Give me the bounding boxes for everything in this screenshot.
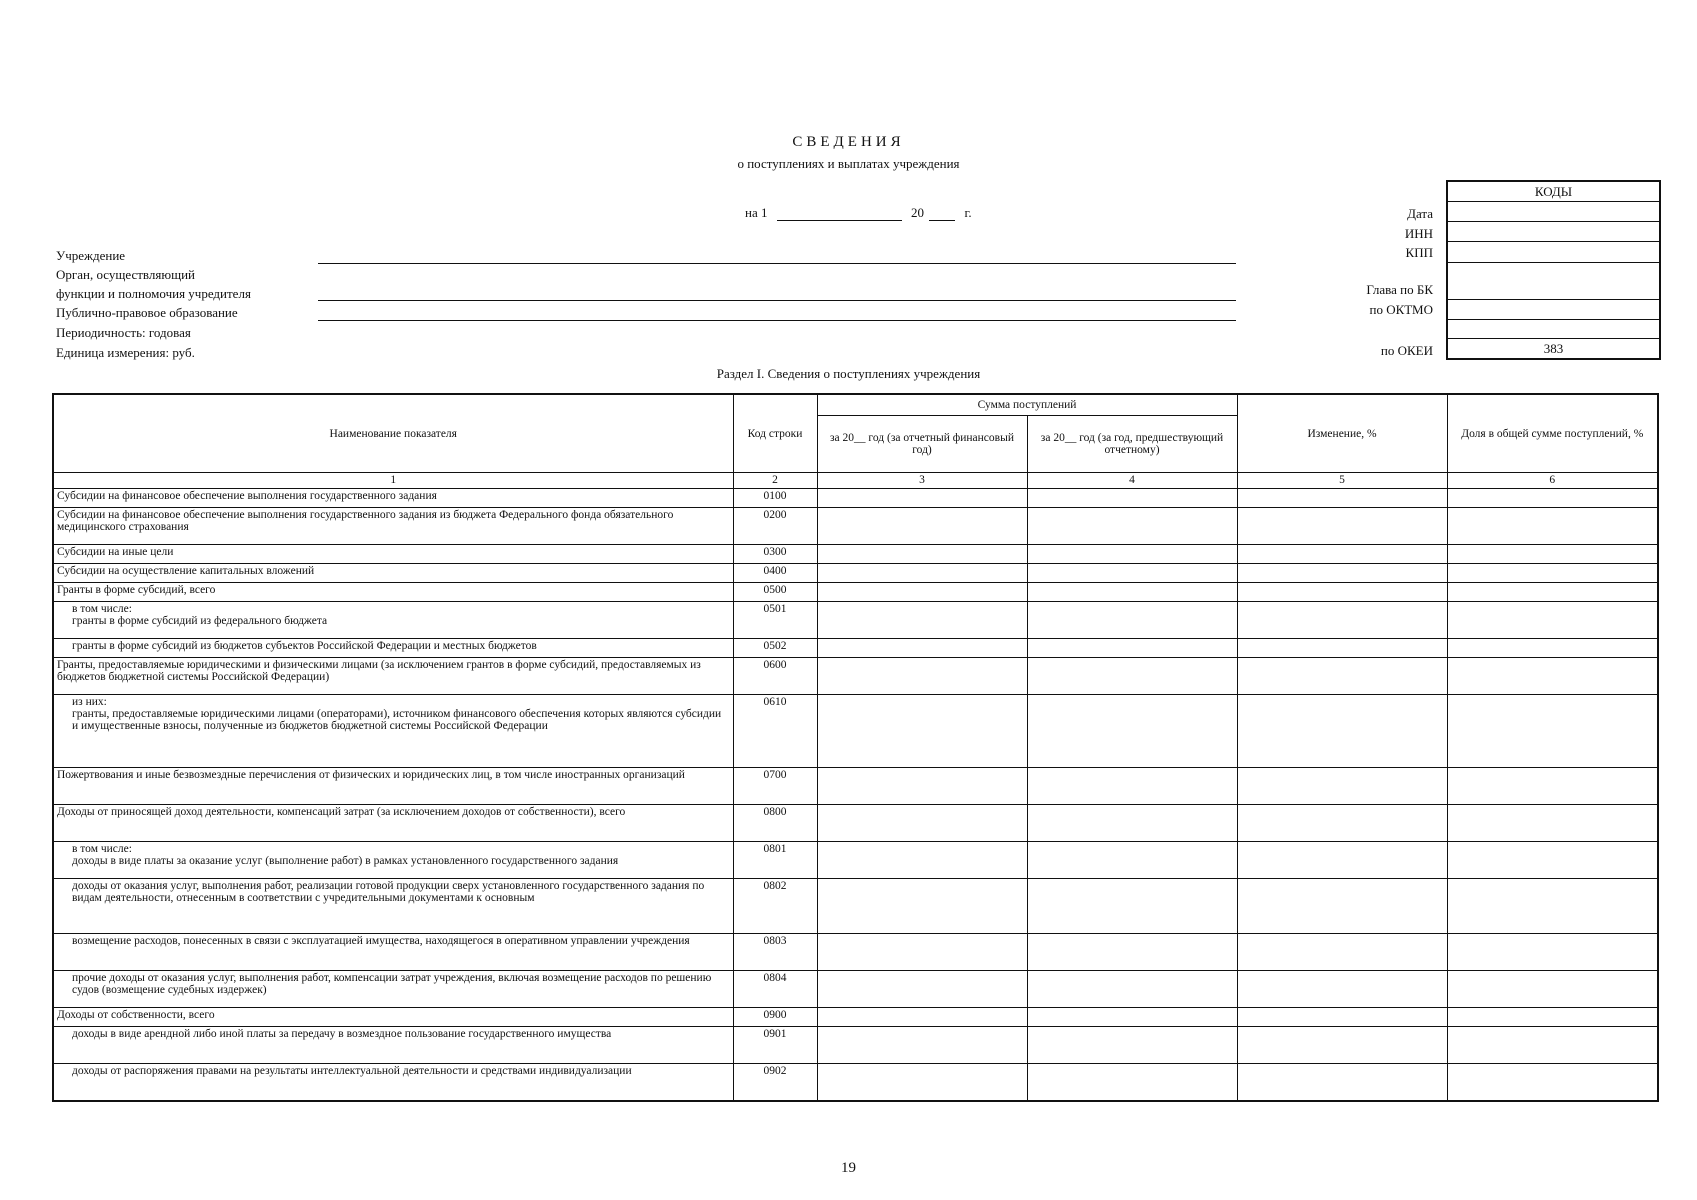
table-header-row [53, 394, 1658, 416]
table-row [53, 695, 1658, 768]
row-code: 0300 [733, 545, 817, 564]
receipts-table [52, 393, 1659, 1102]
prev-year-value-cell[interactable] [1027, 768, 1237, 805]
share-percent-cell[interactable] [1447, 695, 1658, 768]
col-change-header: Изменение, % [1237, 394, 1447, 473]
col-prev-year-header: за 20__ год (за год, предшествующий отчетному) [1027, 416, 1237, 473]
prev-year-value-cell[interactable] [1027, 508, 1237, 545]
prev-year-value-cell[interactable] [1027, 971, 1237, 1008]
current-year-value-cell[interactable] [817, 805, 1027, 842]
code-okei-cell: 383 [1448, 338, 1659, 358]
row-code: 0600 [733, 658, 817, 695]
share-percent-cell[interactable] [1447, 805, 1658, 842]
change-percent-cell[interactable] [1237, 934, 1447, 971]
prev-year-value-cell[interactable] [1027, 1027, 1237, 1064]
share-percent-cell[interactable] [1447, 508, 1658, 545]
col-sum-header: Сумма поступлений [817, 394, 1237, 416]
prev-year-value-cell[interactable] [1027, 658, 1237, 695]
table-row [53, 768, 1658, 805]
table-body [53, 489, 1658, 1102]
table-row [53, 545, 1658, 564]
organ-fill-line[interactable] [318, 300, 1236, 301]
prev-year-value-cell[interactable] [1027, 879, 1237, 934]
table-row [53, 489, 1658, 508]
row-indicator-name: Гранты, предоставляемые юридическими и физическими лицами (за исключением грантов в форме субсидий, предоставляемых из бюджетов бюджетной системы Российской Федерации) [53, 658, 733, 695]
prev-year-value-cell[interactable] [1027, 639, 1237, 658]
share-percent-cell[interactable] [1447, 879, 1658, 934]
row-code: 0200 [733, 508, 817, 545]
change-percent-cell[interactable] [1237, 564, 1447, 583]
code-kpp-cell[interactable] [1448, 241, 1659, 262]
current-year-value-cell[interactable] [817, 489, 1027, 508]
row-code: 0804 [733, 971, 817, 1008]
share-percent-cell[interactable] [1447, 639, 1658, 658]
row-code: 0700 [733, 768, 817, 805]
row-code: 0901 [733, 1027, 817, 1064]
row-indicator-name: в том числе: гранты в форме субсидий из федерального бюджета [53, 602, 733, 639]
column-numbers-row [53, 473, 1658, 489]
row-indicator-name: из них: гранты, предоставляемые юридическими лицами (операторами), источником финансового обеспечения которых являются субсидии и имущественные взносы, полученные из бюджетов бюджетной системы Российской Федерации [53, 695, 733, 768]
col-number: 1 [53, 473, 733, 489]
code-inn-cell[interactable] [1448, 221, 1659, 241]
prev-year-value-cell[interactable] [1027, 545, 1237, 564]
table-row [53, 1064, 1658, 1102]
col-name-header: Наименование показателя [53, 394, 733, 473]
prev-year-value-cell[interactable] [1027, 1064, 1237, 1102]
row-indicator-name: доходы от распоряжения правами на результаты интеллектуальной деятельности и средствами индивидуализации [53, 1064, 733, 1102]
current-year-value-cell[interactable] [817, 934, 1027, 971]
prev-year-value-cell[interactable] [1027, 805, 1237, 842]
prev-year-value-cell[interactable] [1027, 842, 1237, 879]
institution-label: Учреждение [56, 248, 126, 263]
row-code: 0902 [733, 1064, 817, 1102]
oktmo-code-label: по ОКТМО [1369, 302, 1433, 317]
document-title: СВЕДЕНИЯ [792, 134, 905, 150]
current-year-value-cell[interactable] [817, 842, 1027, 879]
row-indicator-name: в том числе: доходы в виде платы за оказание услуг (выполнение работ) в рамках установленного государственного задания [53, 842, 733, 879]
document-subtitle: о поступлениях и выплатах учреждения [737, 156, 960, 171]
current-year-value-cell[interactable] [817, 1027, 1027, 1064]
share-percent-cell[interactable] [1447, 602, 1658, 639]
prev-year-value-cell[interactable] [1027, 1008, 1237, 1027]
share-percent-cell[interactable] [1447, 564, 1658, 583]
current-year-value-cell[interactable] [817, 602, 1027, 639]
row-code: 0400 [733, 564, 817, 583]
col-share-header: Доля в общей сумме поступлений, % [1447, 394, 1658, 473]
row-indicator-name: Доходы от собственности, всего [53, 1008, 733, 1027]
share-percent-cell[interactable] [1447, 1027, 1658, 1064]
organ-label-line1: Орган, осуществляющий [56, 267, 195, 282]
section-title: Раздел I. Сведения о поступлениях учреждения [716, 366, 981, 381]
col-number: 4 [1027, 473, 1237, 489]
change-percent-cell[interactable] [1237, 1027, 1447, 1064]
prev-year-value-cell[interactable] [1027, 695, 1237, 768]
current-year-value-cell[interactable] [817, 971, 1027, 1008]
page-number: 19 [841, 1160, 856, 1176]
codes-box [1446, 180, 1661, 360]
code-date-cell[interactable] [1448, 201, 1659, 221]
row-indicator-name: Гранты в форме субсидий, всего [53, 583, 733, 602]
okei-code-label: по ОКЕИ [1380, 343, 1433, 358]
change-percent-cell[interactable] [1237, 545, 1447, 564]
row-indicator-name: Субсидии на финансовое обеспечение выполнения государственного задания [53, 489, 733, 508]
code-oktmo-cell[interactable] [1448, 299, 1659, 319]
table-row [53, 934, 1658, 971]
prev-year-value-cell[interactable] [1027, 489, 1237, 508]
code-empty-cell[interactable] [1448, 319, 1659, 338]
row-code: 0800 [733, 805, 817, 842]
share-percent-cell[interactable] [1447, 768, 1658, 805]
change-percent-cell[interactable] [1237, 879, 1447, 934]
change-percent-cell[interactable] [1237, 508, 1447, 545]
row-indicator-name: Субсидии на финансовое обеспечение выполнения государственного задания из бюджета Федерального фонда обязательного медицинского страхования [53, 508, 733, 545]
table-row [53, 564, 1658, 583]
current-year-value-cell[interactable] [817, 768, 1027, 805]
row-indicator-name: доходы в виде арендной либо иной платы за передачу в возмездное пользование государственного имущества [53, 1027, 733, 1064]
row-indicator-name: Доходы от приносящей доход деятельности, компенсаций затрат (за исключением доходов от собственности), всего [53, 805, 733, 842]
col-current-year-header: за 20__ год (за отчетный финансовый год) [817, 416, 1027, 473]
row-code: 0502 [733, 639, 817, 658]
share-percent-cell[interactable] [1447, 1064, 1658, 1102]
row-code: 0803 [733, 934, 817, 971]
date-blank-field[interactable] [777, 206, 902, 221]
col-number: 2 [733, 473, 817, 489]
prev-year-value-cell[interactable] [1027, 934, 1237, 971]
current-year-value-cell[interactable] [817, 508, 1027, 545]
table-row [53, 1027, 1658, 1064]
col-number: 3 [817, 473, 1027, 489]
year-blank-field[interactable] [929, 206, 955, 221]
public-entity-label: Публично-правовое образование [56, 305, 238, 320]
current-year-value-cell[interactable] [817, 1064, 1027, 1102]
share-percent-cell[interactable] [1447, 545, 1658, 564]
current-year-value-cell[interactable] [817, 695, 1027, 768]
row-indicator-name: возмещение расходов, понесенных в связи с эксплуатацией имущества, находящегося в оперативном управлении учреждения [53, 934, 733, 971]
table-row [53, 658, 1658, 695]
date-prefix: на 1 [745, 205, 768, 220]
change-percent-cell[interactable] [1237, 971, 1447, 1008]
change-percent-cell[interactable] [1237, 639, 1447, 658]
kpp-code-label: КПП [1405, 245, 1433, 260]
prev-year-value-cell[interactable] [1027, 602, 1237, 639]
table-row [53, 583, 1658, 602]
row-indicator-name: Субсидии на осуществление капитальных вложений [53, 564, 733, 583]
change-percent-cell[interactable] [1237, 1064, 1447, 1102]
glava-code-label: Глава по БК [1366, 282, 1433, 297]
change-percent-cell[interactable] [1237, 658, 1447, 695]
table-row [53, 842, 1658, 879]
row-indicator-name: Субсидии на иные цели [53, 545, 733, 564]
prev-year-value-cell[interactable] [1027, 583, 1237, 602]
table-row [53, 1008, 1658, 1027]
row-indicator-name: гранты в форме субсидий из бюджетов субъектов Российской Федерации и местных бюджетов [53, 639, 733, 658]
share-percent-cell[interactable] [1447, 583, 1658, 602]
periodicity-label: Периодичность: годовая [56, 325, 191, 340]
row-code: 0900 [733, 1008, 817, 1027]
col-code-header: Код строки [733, 394, 817, 473]
row-code: 0801 [733, 842, 817, 879]
row-code: 0501 [733, 602, 817, 639]
col-number: 6 [1447, 473, 1658, 489]
table-row [53, 639, 1658, 658]
organ-label-line2: функции и полномочия учредителя [56, 286, 251, 301]
change-percent-cell[interactable] [1237, 805, 1447, 842]
row-code: 0802 [733, 879, 817, 934]
current-year-value-cell[interactable] [817, 639, 1027, 658]
share-percent-cell[interactable] [1447, 1008, 1658, 1027]
code-glava-cell[interactable] [1448, 262, 1659, 299]
row-indicator-name: прочие доходы от оказания услуг, выполнения работ, компенсации затрат учреждения, включая возмещение расходов по решению судов (возмещение судебных издержек) [53, 971, 733, 1008]
public-entity-fill-line[interactable] [318, 320, 1236, 321]
share-percent-cell[interactable] [1447, 658, 1658, 695]
row-indicator-name: Пожертвования и иные безвозмездные перечисления от физических и юридических лиц, в том числе иностранных организаций [53, 768, 733, 805]
row-code: 0100 [733, 489, 817, 508]
table-row [53, 971, 1658, 1008]
change-percent-cell[interactable] [1237, 695, 1447, 768]
unit-label: Единица измерения: руб. [56, 345, 195, 360]
change-percent-cell[interactable] [1237, 489, 1447, 508]
table-row [53, 805, 1658, 842]
row-indicator-name: доходы от оказания услуг, выполнения работ, реализации готовой продукции сверх установленного государственного задания по видам деятельности, отнесенным в соответствии с учредительными документами к основным [53, 879, 733, 934]
report-date-line [745, 205, 972, 221]
change-percent-cell[interactable] [1237, 583, 1447, 602]
share-percent-cell[interactable] [1447, 489, 1658, 508]
current-year-value-cell[interactable] [817, 583, 1027, 602]
table-row [53, 879, 1658, 934]
date-code-label: Дата [1407, 206, 1433, 221]
change-percent-cell[interactable] [1237, 768, 1447, 805]
inn-code-label: ИНН [1404, 226, 1433, 241]
change-percent-cell[interactable] [1237, 1008, 1447, 1027]
current-year-value-cell[interactable] [817, 545, 1027, 564]
table-row [53, 602, 1658, 639]
share-percent-cell[interactable] [1447, 971, 1658, 1008]
row-code: 0500 [733, 583, 817, 602]
institution-fill-line[interactable] [318, 263, 1236, 264]
share-percent-cell[interactable] [1447, 934, 1658, 971]
current-year-value-cell[interactable] [817, 564, 1027, 583]
current-year-value-cell[interactable] [817, 879, 1027, 934]
date-year: 20 [910, 205, 924, 220]
share-percent-cell[interactable] [1447, 842, 1658, 879]
change-percent-cell[interactable] [1237, 602, 1447, 639]
prev-year-value-cell[interactable] [1027, 564, 1237, 583]
table-row [53, 508, 1658, 545]
current-year-value-cell[interactable] [817, 658, 1027, 695]
current-year-value-cell[interactable] [817, 1008, 1027, 1027]
date-suffix: г. [964, 205, 972, 220]
col-number: 5 [1237, 473, 1447, 489]
codes-header: КОДЫ [1534, 184, 1573, 199]
row-code: 0610 [733, 695, 817, 768]
change-percent-cell[interactable] [1237, 842, 1447, 879]
